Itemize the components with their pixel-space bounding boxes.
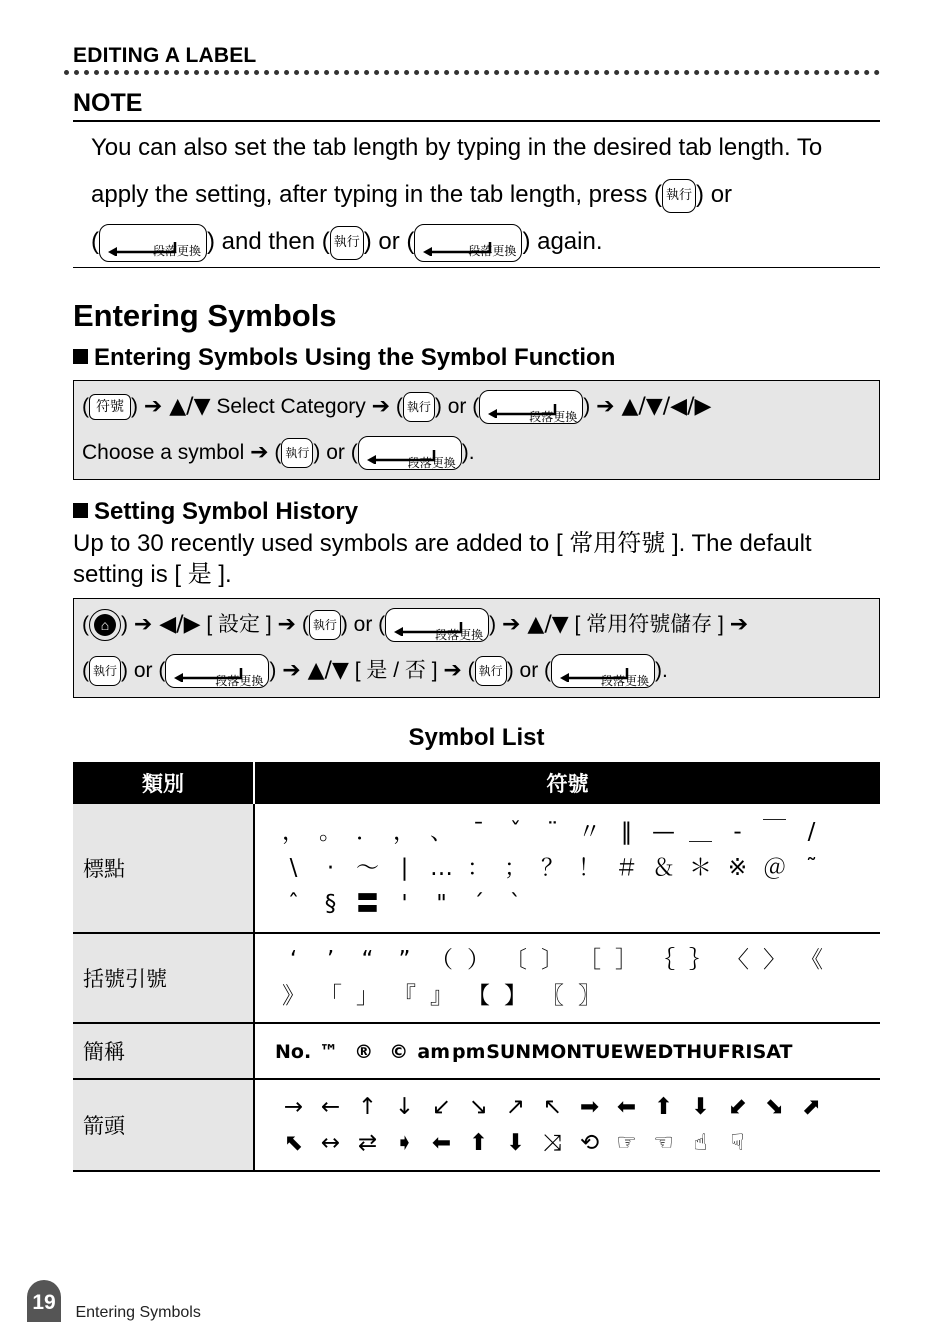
symbol-glyph: FRI	[717, 1040, 753, 1063]
symbol-glyph: 〖	[541, 983, 564, 1009]
symbol-glyph: …	[430, 855, 453, 881]
dotted-divider	[64, 70, 880, 75]
table-row	[73, 1079, 880, 1171]
symbol-glyph: ⟲	[579, 1130, 600, 1156]
symbol-glyph: No.	[275, 1040, 312, 1063]
symbol-glyph: 〈	[726, 947, 749, 973]
symbol-glyph: ：	[467, 855, 490, 881]
symbol-glyph: ⬅	[431, 1130, 452, 1156]
symbol-glyph: ˊ	[472, 891, 485, 917]
symbol-glyph: TUE	[582, 1040, 624, 1063]
exec-key-icon: 執行	[662, 179, 696, 213]
symbol-glyph: ®	[354, 1040, 374, 1063]
symbol-cell	[254, 804, 880, 933]
enter-key-icon: 段落更換	[479, 390, 583, 424]
symbol-glyph: 。	[319, 819, 342, 845]
symbol-glyph: ⬈	[801, 1094, 822, 1120]
symbol-glyph: ，	[393, 819, 416, 845]
symbol-glyph: ？	[541, 855, 564, 881]
symbol-glyph: “	[361, 947, 374, 973]
symbol-glyph: 〉	[763, 947, 786, 973]
symbol-glyph: ⬇	[690, 1094, 711, 1120]
symbol-glyph: ☜	[653, 1130, 674, 1156]
symbol-glyph: 「	[319, 983, 342, 1009]
symbol-glyph: ｝	[689, 947, 712, 973]
symbol-glyph: ＃	[615, 855, 638, 881]
symbol-list-title: Symbol List	[408, 724, 545, 751]
table-row	[73, 1023, 880, 1079]
symbol-glyph: ↑	[357, 1094, 378, 1120]
symbol-cell	[254, 1079, 880, 1171]
symbol-glyph: ☞	[616, 1130, 637, 1156]
symbol-glyph: "	[436, 891, 447, 917]
symbol-glyph: 〕	[541, 947, 564, 973]
enter-key-icon: 段落更換	[358, 436, 462, 470]
symbol-glyph: ※	[727, 855, 748, 881]
exec-key-icon: 執行	[475, 656, 507, 686]
symbol-glyph: ·	[326, 855, 335, 881]
enter-key-icon: 段落更換	[165, 654, 269, 688]
category-cell: 標點	[73, 804, 254, 933]
symbol-glyph: 『	[393, 983, 416, 1009]
symbol-glyph: 〃	[578, 819, 601, 845]
symbol-glyph: ，	[282, 819, 305, 845]
symbol-glyph: SAT	[752, 1040, 793, 1063]
symbol-glyph: →	[283, 1094, 304, 1120]
enter-key-icon: 段落更換	[99, 224, 207, 262]
symbol-glyph: ］	[615, 947, 638, 973]
symbol-glyph: MON	[531, 1040, 583, 1063]
note-line-2: apply the setting, after typing in the tab length, press ( 執行 ) or	[91, 171, 880, 218]
category-cell: 括號引號	[73, 933, 254, 1023]
symbol-glyph: 》	[282, 983, 305, 1009]
home-key-icon: ⌂	[89, 609, 121, 641]
section-label: EDITING A LABEL	[73, 44, 257, 67]
symbol-glyph: 〗	[578, 983, 601, 1009]
square-bullet-icon	[73, 349, 88, 364]
symbol-glyph: ☟	[730, 1130, 745, 1156]
symbol-glyph: —	[652, 819, 675, 845]
symbol-glyph: ➡	[579, 1094, 600, 1120]
category-cell: 箭頭	[73, 1079, 254, 1171]
page-footer	[27, 1280, 201, 1322]
table-row	[73, 804, 880, 933]
exec-key-icon: 執行	[309, 610, 341, 640]
symbol-glyph: 』	[430, 983, 453, 1009]
symbol-glyph: ←	[320, 1094, 341, 1120]
symbol-glyph: ）	[467, 947, 490, 973]
symbol-glyph: ↖	[542, 1094, 563, 1120]
symbol-glyph: /	[807, 819, 816, 845]
symbol-glyph: ”	[398, 947, 411, 973]
symbol-glyph: 】	[504, 983, 527, 1009]
symbol-glyph: ．	[356, 819, 379, 845]
symbol-glyph: ￣	[763, 819, 786, 845]
symbol-glyph: 〓	[356, 891, 379, 917]
symbol-glyph: ⬋	[727, 1094, 748, 1120]
symbol-glyph: ↓	[394, 1094, 415, 1120]
procedure-symbol-history: ( ⌂ ) ➔ ◀/▶ [ 設定 ] ➔ ( 執行 ) or ( 段落更換 ) ➔ ▲/▼ [ 常用符號儲存 ] ➔ ( 執行 ) or ( 段落更換 ) ➔ ▲/▼ [ 是 / 否 ] ➔ ( 執行 ) or ( 段落更換 ).	[73, 598, 880, 698]
symbol-glyph: ＠	[763, 855, 786, 881]
symbol-glyph: §	[324, 891, 337, 917]
symbol-glyph: ｛	[652, 947, 675, 973]
symbol-glyph: ＊	[689, 855, 712, 881]
symbol-glyph: ☝	[693, 1130, 708, 1156]
symbol-glyph: ⬊	[764, 1094, 785, 1120]
symbol-glyph: -	[733, 819, 742, 845]
symbol-glyph: ⬇	[505, 1130, 526, 1156]
subsection-symbol-history: Setting Symbol History	[73, 498, 880, 526]
symbol-glyph: ［	[578, 947, 601, 973]
note-line-3: ( 段落更換 ) and then ( 執行 ) or ( 段落更換 ) again.	[91, 218, 880, 265]
symbol-glyph: ＆	[652, 855, 675, 881]
symbol-glyph: '	[401, 891, 408, 917]
symbol-glyph: ‖	[620, 819, 633, 845]
symbol-glyph: SUN	[486, 1040, 532, 1063]
symbol-glyph: ˜	[805, 855, 818, 881]
symbol-glyph: ˋ	[509, 891, 522, 917]
symbol-glyph: ⬉	[283, 1130, 304, 1156]
section-title: Entering Symbols	[73, 298, 337, 333]
exec-key-icon: 執行	[330, 226, 364, 260]
symbol-glyph: ➧	[394, 1130, 415, 1156]
symbol-glyph: ↙	[431, 1094, 452, 1120]
symbol-glyph: ⇄	[357, 1130, 378, 1156]
enter-key-icon: 段落更換	[414, 224, 522, 262]
note-title: NOTE	[73, 89, 880, 122]
enter-key-icon: 段落更換	[385, 608, 489, 642]
page-content	[73, 40, 880, 1172]
symbol-glyph: 」	[356, 983, 379, 1009]
symbol-glyph: am	[417, 1040, 450, 1063]
note-body	[73, 122, 880, 268]
symbol-glyph: ↗	[505, 1094, 526, 1120]
symbol-glyph: 〔	[504, 947, 527, 973]
enter-key-icon: 段落更換	[551, 654, 655, 688]
symbol-glyph: ˆ	[287, 891, 300, 917]
symbol-glyph: ™	[319, 1040, 339, 1063]
symbol-glyph: ↔	[320, 1130, 341, 1156]
header-category: 類別	[73, 762, 254, 804]
page-number: 19	[27, 1280, 61, 1322]
header-symbols: 符號	[254, 762, 880, 804]
symbol-key-icon: 符號	[89, 394, 131, 420]
subsection-symbol-function: Entering Symbols Using the Symbol Function	[73, 344, 880, 372]
category-cell: 簡稱	[73, 1023, 254, 1079]
symbol-glyph: pm	[451, 1040, 486, 1063]
symbol-glyph: ～	[356, 855, 379, 881]
exec-key-icon: 執行	[403, 392, 435, 422]
symbol-glyph: ↘	[468, 1094, 489, 1120]
symbol-cell	[254, 1023, 880, 1079]
symbol-glyph: ˉ	[472, 819, 485, 845]
procedure-symbol-function: ( 符號 ) ➔ ▲/▼ Select Category ➔ ( 執行 ) or ( 段落更換 ) ➔ ▲/▼/◀/▶ Choose a symbol ➔ ( 執行 ) or ( 段落更換 ).	[73, 380, 880, 480]
footer-text: Entering Symbols	[75, 1304, 201, 1321]
exec-key-icon: 執行	[281, 438, 313, 468]
symbol-glyph: ；	[504, 855, 527, 881]
symbol-glyph: ¨	[546, 819, 559, 845]
symbol-glyph: \	[289, 855, 298, 881]
symbol-glyph: ⬆	[653, 1094, 674, 1120]
symbol-glyph: THU	[673, 1040, 718, 1063]
symbol-glyph: 【	[467, 983, 490, 1009]
symbol-glyph: ‘	[289, 947, 298, 973]
symbol-glyph: （	[430, 947, 453, 973]
symbol-glyph: ⬅	[616, 1094, 637, 1120]
symbol-glyph: ˇ	[509, 819, 522, 845]
symbol-glyph: ⬆	[468, 1130, 489, 1156]
symbol-table	[73, 762, 880, 1172]
history-description: Up to 30 recently used symbols are added to [ 常用符號 ]. The default setting is [ 是 ].	[73, 530, 812, 588]
symbol-glyph: ©	[389, 1040, 409, 1063]
symbol-cell	[254, 933, 880, 1023]
symbol-glyph: ＿	[689, 819, 712, 845]
symbol-glyph: ！	[578, 855, 601, 881]
exec-key-icon: 執行	[89, 656, 121, 686]
table-row	[73, 933, 880, 1023]
symbol-glyph: ⤨	[543, 1130, 562, 1156]
symbol-glyph: 、	[430, 819, 453, 845]
symbol-glyph: WED	[623, 1040, 674, 1063]
symbol-glyph: ’	[326, 947, 335, 973]
symbol-glyph: 《	[800, 947, 823, 973]
square-bullet-icon	[73, 503, 88, 518]
symbol-glyph: |	[400, 855, 409, 881]
note-line-1: You can also set the tab length by typing in the desired tab length. To	[91, 134, 823, 161]
